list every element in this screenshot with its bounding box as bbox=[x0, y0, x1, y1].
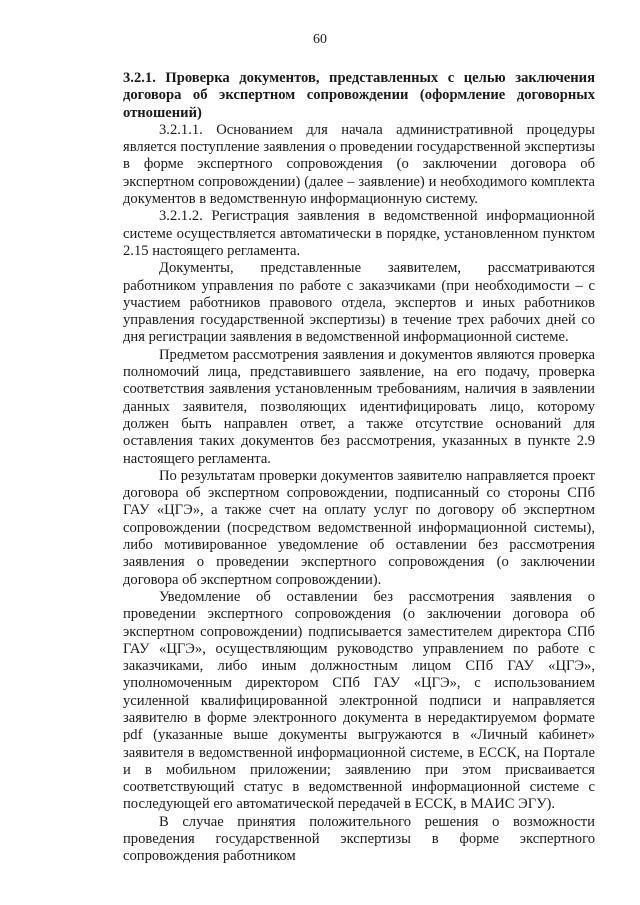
paragraph-3-2-1-1: 3.2.1.1. Основанием для начала административной процедуры является поступление заявления о проведении государственной экспертизы в форме экспертного сопровождения (о заключении договора об экспертном сопровождении) (далее – заявление) и необходимого комплекта документов в ведомственную информационную систему. bbox=[123, 121, 595, 208]
paragraph-rejection-notice: Уведомление об оставлении без рассмотрения заявления о проведении экспертного сопровождения (о заключении договора об экспертном сопровождении) подписывается заместителем директора СПб ГАУ «ЦГЭ», осуществляющим руководство управлением по работе с заказчиками, либо иным должностным лицом СПб ГАУ «ЦГЭ», уполномоченным директором СПб ГАУ «ЦГЭ», с использованием усиленной квалифицированной электронной подписи и направляется заявителю в форме электронного документа в нередактируемом формате pdf (указанные выше документы выгружаются в «Личный кабинет» заявителя в ведомственной информационной системе, в ЕССК, на Портале и в мобильном приложении; заявлению при этом присваивается соответствующий статус в ведомственной информационной системе с последующей его автоматической передачей в ЕССК, в МАИС ЭГУ). bbox=[123, 588, 595, 813]
paragraph-documents-review: Документы, представленные заявителем, рассматриваются работником управления по работе с заказчиками (при необходимости – с участием работников правового отдела, экспертов и иных работников управления государственной экспертизы) в течение трех рабочих дней со дня регистрации заявления в ведомственной информационной системе. bbox=[123, 260, 595, 346]
paragraph-review-subject: Предметом рассмотрения заявления и документов являются проверка полномочий лица, представившего заявление, на его подачу, проверка соответствия заявления установленным требованиям, наличия в заявлении данных заявителя, позволяющих идентифицировать лицо, которому должен быть направлен ответ, а также отсутствие оснований для оставления таких документов без рассмотрения, указанных в пункте 2.9 настоящего регламента. bbox=[123, 346, 595, 467]
page-content bbox=[123, 70, 595, 866]
paragraph-review-results: По результатам проверки документов заявителю направляется проект договора об экспертном сопровождении, подписанный со стороны СПб ГАУ «ЦГЭ», а также счет на оплату услуг по договору об экспертном сопровождении (посредством ведомственной информационной системы), либо мотивированное уведомление об оставлении без рассмотрения заявления о проведении экспертного сопровождения (о заключении договора об экспертном сопровождении). bbox=[123, 467, 595, 588]
paragraph-positive-decision: В случае принятия положительного решения о возможности проведения государственной экспертизы в форме экспертного сопровождения работником bbox=[123, 813, 595, 865]
page-number: 60 bbox=[313, 32, 327, 47]
paragraph-3-2-1-2: 3.2.1.2. Регистрация заявления в ведомственной информационной системе осуществляется автоматически в порядке, установленном пунктом 2.15 настоящего регламента. bbox=[123, 208, 595, 259]
section-heading: 3.2.1. Проверка документов, представленных с целью заключения договора об экспертном сопровождении (оформление договорных отношений) bbox=[123, 70, 595, 121]
